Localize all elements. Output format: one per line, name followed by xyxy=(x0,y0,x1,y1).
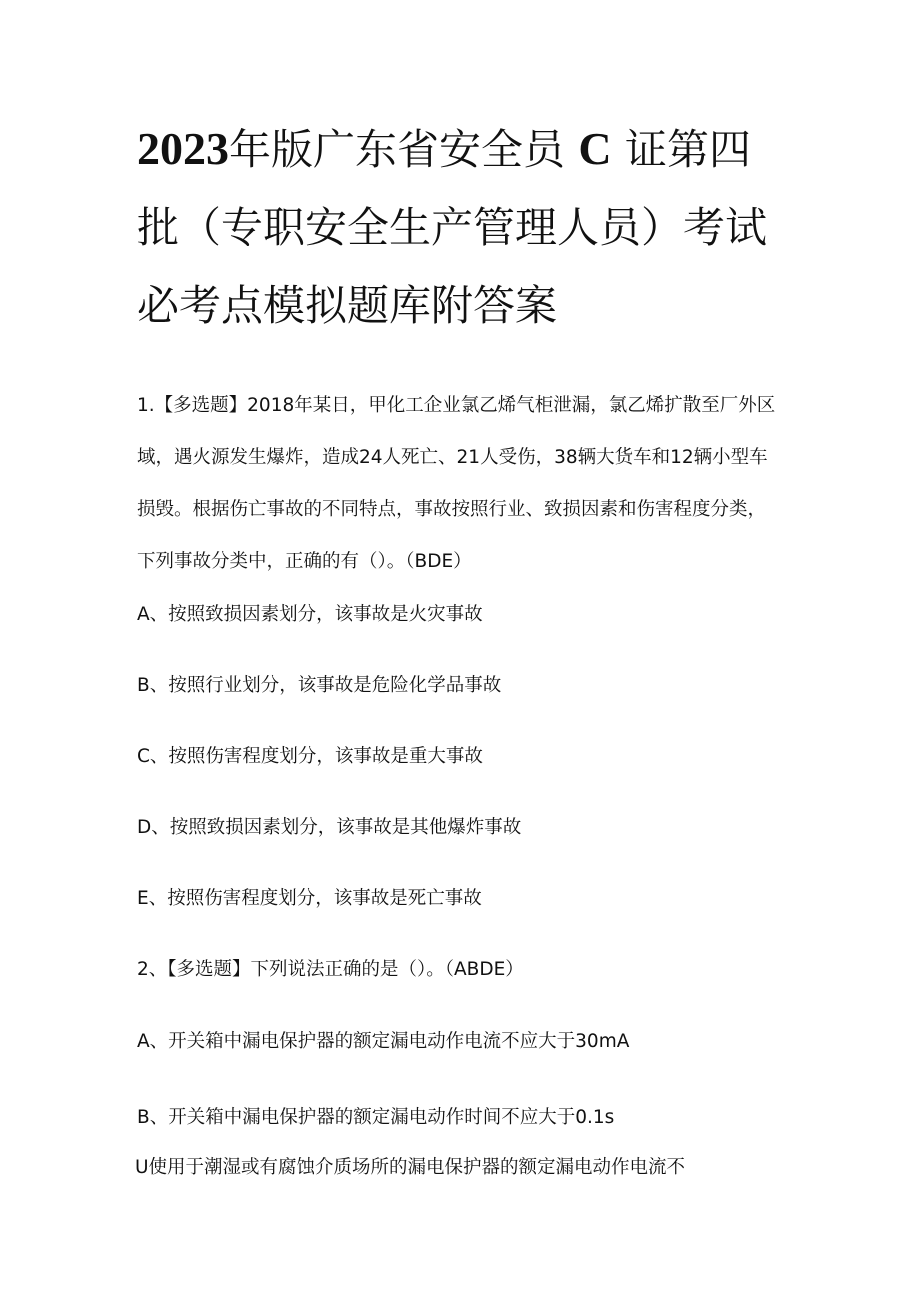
title-part-2: 证第四批（专职安全生产管理人员）考试必考点模拟题库附答案 xyxy=(137,125,768,330)
document-title xyxy=(137,110,787,345)
title-year: 2023 xyxy=(137,123,229,174)
question-1-option-b: B、按照行业划分，该事故是危险化学品事故 xyxy=(137,675,502,696)
question-2-option-a: A、开关箱中漏电保护器的额定漏电动作电流不应大于30mA xyxy=(137,1031,630,1052)
question-1-option-c: C、按照伤害程度划分，该事故是重大事故 xyxy=(137,746,483,767)
title-part-1: 年版广东省安全员 xyxy=(229,125,566,174)
title-letter: C xyxy=(578,123,612,174)
question-1-body: 【多选题】2018年某日，甲化工企业氯乙烯气柜泄漏，氯乙烯扩散至厂外区域，遇火源发生爆炸，造成24人死亡、21人受伤，38辆大货车和12辆小型车损毁。根据伤亡事故的不同特点，事故按照行业、致损因素和伤害程度分类，下列事故分类中，正确的有（）。（BDE） xyxy=(137,395,776,572)
question-2-option-b: B、开关箱中漏电保护器的额定漏电动作时间不应大于0.1s xyxy=(137,1107,615,1128)
question-1-option-a: A、按照致损因素划分，该事故是火灾事故 xyxy=(137,604,483,625)
question-1-option-d: D、按照致损因素划分，该事故是其他爆炸事故 xyxy=(137,817,522,838)
question-1-option-e: E、按照伤害程度划分，该事故是死亡事故 xyxy=(137,888,482,909)
question-2-option-c-partial: U使用于潮湿或有腐蚀介质场所的漏电保护器的额定漏电动作电流不 xyxy=(135,1157,686,1178)
question-1-number: 1. xyxy=(137,395,155,416)
question-2-text: 2、【多选题】下列说法正确的是（）。（ABDE） xyxy=(137,959,524,980)
question-1-text xyxy=(137,380,782,588)
